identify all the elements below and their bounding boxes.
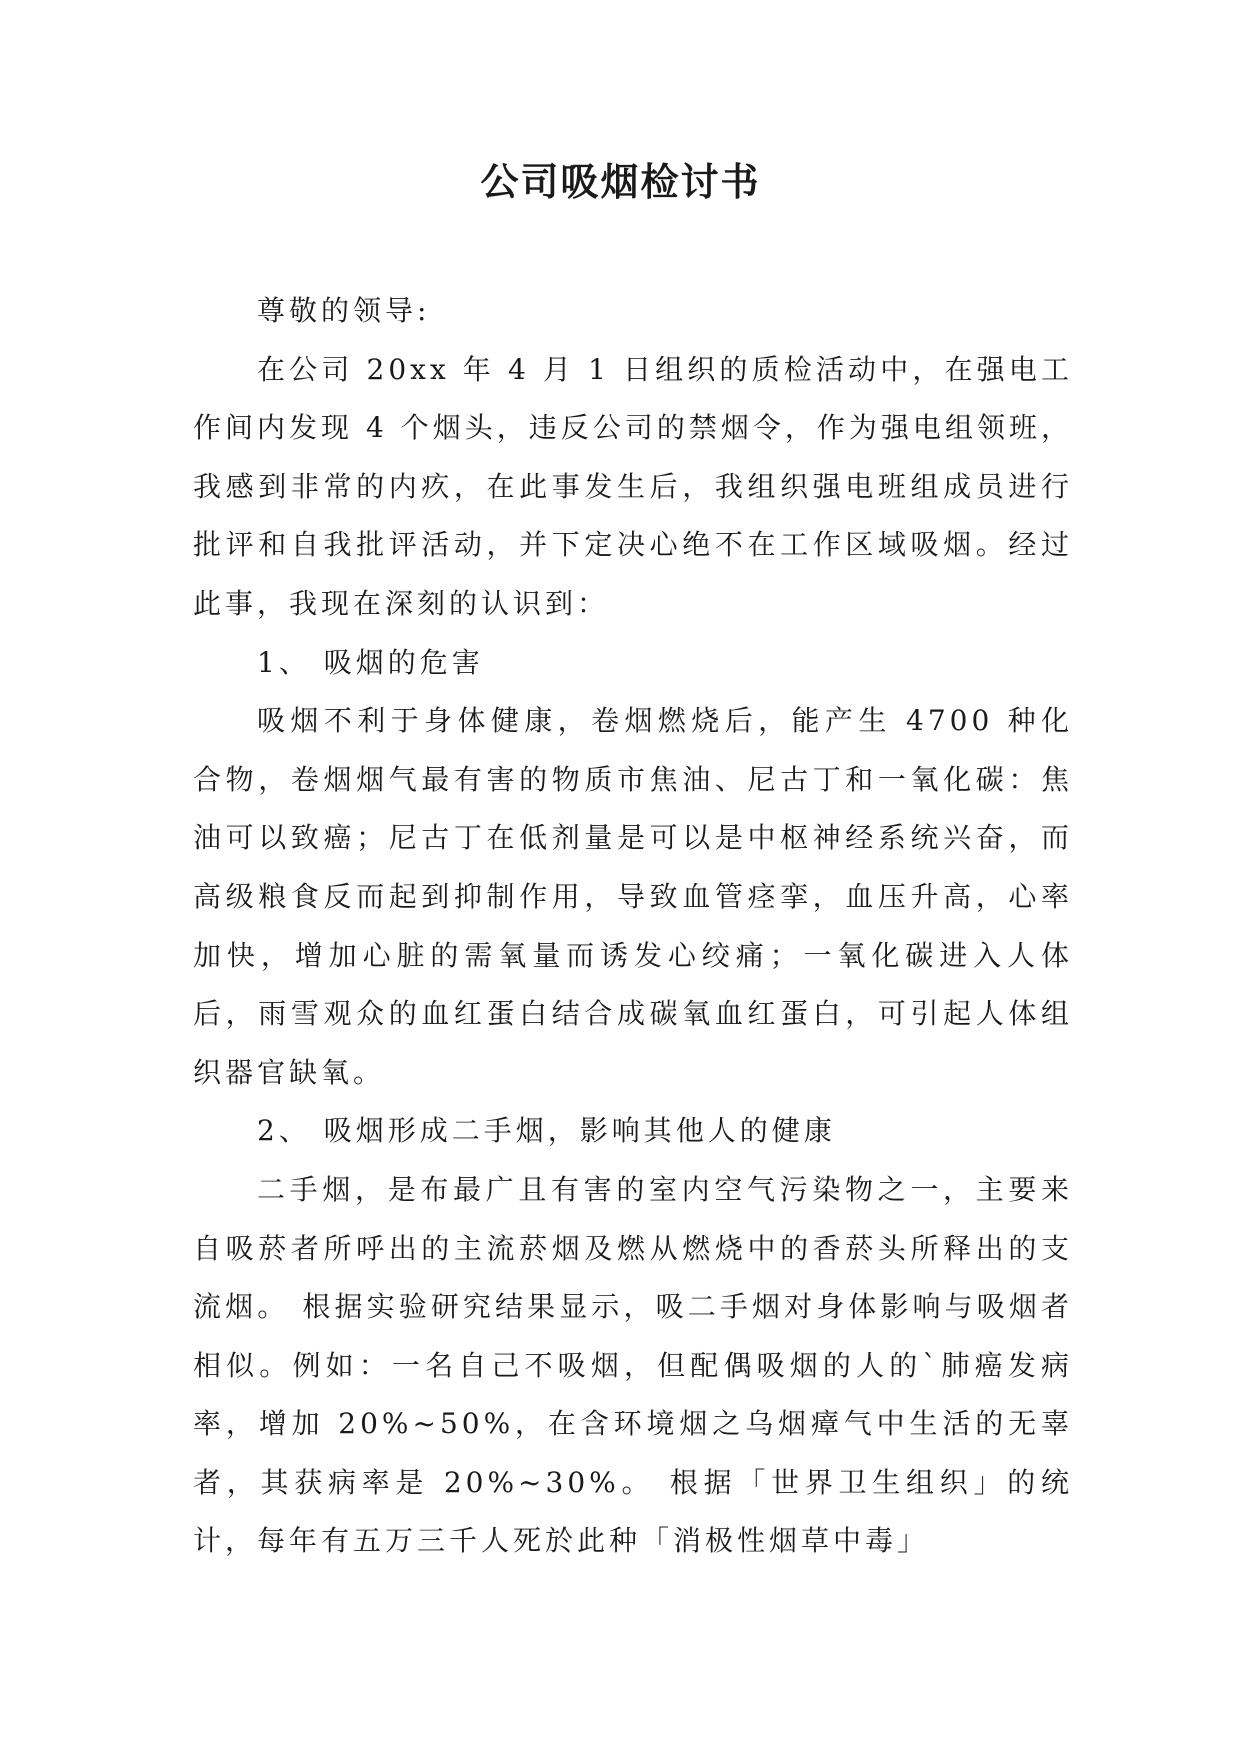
document-title: 公司吸烟检讨书 [480,160,761,204]
paragraph-harm: 吸烟不利于身体健康，卷烟燃烧后，能产生 4700 种化合物，卷烟烟气最有害的物质市焦油、尼古丁和一氧化碳：焦油可以致癌；尼古丁在低剂量是可以是中枢神经系统兴奋，而高级粮食反而起到抑制作用，导致血管痉挛，血压升高，心率加快，增加心脏的需氧量而诱发心绞痛；一氧化碳进入人体后，雨雪观众的血红蛋白结合成碳氧血红蛋白，可引起人体组织器官缺氧。 [193,704,1073,1089]
paragraph-incident: 在公司 20xx 年 4 月 1 日组织的质检活动中，在强电工作间内发现 4 个烟头，违反公司的禁烟令，作为强电组领班，我感到非常的内疚，在此事发生后，我组织强电班组成员进行批评和自我批评活动，并下定决心绝不在工作区域吸烟。经过此事，我现在深刻的认识到： [193,352,1073,620]
section-heading-2: 2、 吸烟形成二手烟，影响其他人的健康 [257,1114,836,1148]
salutation: 尊敬的领导: [257,294,431,327]
section-heading-1: 1、 吸烟的危害 [257,645,484,679]
paragraph-secondhand-smoke: 二手烟，是布最广且有害的室内空气污染物之一，主要来自吸菸者所呼出的主流菸烟及燃从燃烧中的香菸头所释出的支流烟。 根据实验研究结果显示，吸二手烟对身体影响与吸烟者相似。例如：一名自己不吸烟，但配偶吸烟的人的`肺癌发病率，增加 20%~50%，在含环境烟之乌烟瘴气中生活的无辜者，其获病率是 20%~30%。 根据「世界卫生组织」的统计，每年有五万三千人死於此种「消极性烟草中毒」 [193,1172,1073,1558]
document-body [193,282,1073,1571]
